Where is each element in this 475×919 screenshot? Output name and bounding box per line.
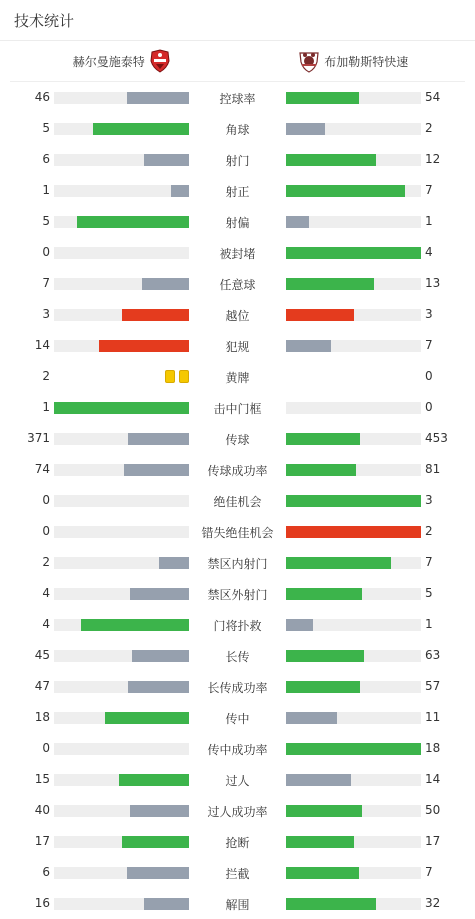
stat-label: 越位 <box>225 309 250 323</box>
home-bar-track <box>54 402 189 414</box>
stat-row <box>0 392 475 423</box>
away-value: 5 <box>425 586 433 600</box>
stat-row <box>0 702 475 733</box>
away-value: 4 <box>425 245 433 259</box>
stat-row <box>0 454 475 485</box>
home-value: 0 <box>42 741 50 755</box>
stat-row <box>0 857 475 888</box>
stat-label: 射正 <box>225 185 250 199</box>
away-bar-track <box>286 526 421 538</box>
away-bar-track <box>286 340 421 352</box>
home-value: 16 <box>34 896 50 910</box>
away-bar-track <box>286 650 421 662</box>
away-bar-track <box>286 867 421 879</box>
stat-label: 门将扑救 <box>213 619 262 633</box>
home-value: 46 <box>34 90 50 104</box>
away-bar-track <box>286 247 421 259</box>
home-bar-track <box>54 898 189 910</box>
home-bar <box>142 278 189 290</box>
home-value: 1 <box>42 400 50 414</box>
team-header-row <box>10 41 465 82</box>
away-value: 14 <box>425 772 441 786</box>
home-bar-track <box>54 836 189 848</box>
home-bar-track <box>54 588 189 600</box>
home-bar <box>130 588 189 600</box>
home-bar <box>171 185 189 197</box>
home-value: 74 <box>34 462 50 476</box>
home-bar <box>144 898 189 910</box>
away-bar-track <box>286 464 421 476</box>
away-value: 57 <box>425 679 441 693</box>
away-bar-track <box>286 154 421 166</box>
away-bar-track <box>286 92 421 104</box>
away-value: 453 <box>425 431 448 445</box>
away-bar <box>286 185 405 197</box>
stat-row <box>0 609 475 640</box>
home-value: 1 <box>42 183 50 197</box>
stat-row <box>0 795 475 826</box>
home-value: 5 <box>42 121 50 135</box>
home-bar <box>128 433 189 445</box>
away-bar-track <box>286 712 421 724</box>
home-bar <box>81 619 189 631</box>
home-bar-track <box>54 247 189 259</box>
away-bar-track <box>286 898 421 910</box>
home-value: 0 <box>42 245 50 259</box>
away-team-name: 布加勒斯特快速 <box>324 54 409 69</box>
stat-label: 犯规 <box>225 340 250 354</box>
home-bar <box>93 123 189 135</box>
away-team[interactable] <box>238 49 466 73</box>
away-bar <box>286 588 362 600</box>
home-bar <box>159 557 189 569</box>
away-value: 7 <box>425 338 433 352</box>
stat-label: 长传成功率 <box>207 681 268 695</box>
stat-label: 黄牌 <box>225 371 250 385</box>
home-bar <box>122 309 190 321</box>
away-bar <box>286 898 376 910</box>
away-bar <box>286 216 309 228</box>
home-bar-track <box>54 526 189 538</box>
home-value: 2 <box>42 555 50 569</box>
away-value: 3 <box>425 307 433 321</box>
stat-row <box>0 640 475 671</box>
away-bar <box>286 619 313 631</box>
stat-label: 击中门框 <box>213 402 262 416</box>
stat-label: 长传 <box>225 650 250 664</box>
away-bar-track <box>286 278 421 290</box>
home-value: 45 <box>34 648 50 662</box>
home-bar <box>124 464 189 476</box>
away-bar-track <box>286 681 421 693</box>
home-value: 6 <box>42 152 50 166</box>
stat-row <box>0 113 475 144</box>
stat-row <box>0 826 475 857</box>
away-bar <box>286 247 421 259</box>
away-bar-track <box>286 216 421 228</box>
stat-label: 角球 <box>225 123 250 137</box>
away-bar <box>286 867 359 879</box>
stat-label: 过人成功率 <box>207 805 268 819</box>
home-bar-track <box>54 216 189 228</box>
stat-label: 被封堵 <box>219 247 256 261</box>
home-bar <box>105 712 189 724</box>
away-value: 11 <box>425 710 441 724</box>
home-bar-track <box>54 92 189 104</box>
away-bar <box>286 92 359 104</box>
home-bar-track <box>54 495 189 507</box>
away-bar <box>286 278 374 290</box>
stats-list <box>0 82 475 919</box>
home-bar-track <box>54 867 189 879</box>
home-team-name: 赫尔曼施泰特 <box>72 54 145 69</box>
away-value: 54 <box>425 90 441 104</box>
yellow-card-icon <box>165 370 175 383</box>
home-value: 15 <box>34 772 50 786</box>
stat-label: 错失绝佳机会 <box>201 526 274 540</box>
away-value: 2 <box>425 524 433 538</box>
away-value: 1 <box>425 214 433 228</box>
away-bar-track <box>286 557 421 569</box>
yellow-card-icon <box>179 370 189 383</box>
away-bar-track <box>286 433 421 445</box>
away-bar <box>286 309 354 321</box>
away-bar-track <box>286 309 421 321</box>
away-value: 32 <box>425 896 441 910</box>
away-value: 50 <box>425 803 441 817</box>
away-value: 0 <box>425 400 433 414</box>
home-bar-track <box>54 774 189 786</box>
home-value: 4 <box>42 617 50 631</box>
stat-label: 抢断 <box>225 836 250 850</box>
away-bar-track <box>286 774 421 786</box>
away-value: 13 <box>425 276 441 290</box>
away-value: 81 <box>425 462 441 476</box>
home-value: 4 <box>42 586 50 600</box>
stat-label: 禁区外射门 <box>207 588 268 602</box>
away-bar <box>286 805 362 817</box>
stat-row <box>0 578 475 609</box>
home-bar <box>130 805 189 817</box>
stat-label: 拦截 <box>225 867 250 881</box>
away-value: 2 <box>425 121 433 135</box>
home-bar <box>127 867 189 879</box>
home-bar <box>122 836 190 848</box>
away-bar <box>286 774 351 786</box>
away-value: 63 <box>425 648 441 662</box>
stat-row <box>0 423 475 454</box>
home-bar-track <box>54 743 189 755</box>
home-bar-track <box>54 805 189 817</box>
home-bar-track <box>54 650 189 662</box>
away-value: 7 <box>425 183 433 197</box>
home-value: 6 <box>42 865 50 879</box>
stat-row <box>0 175 475 206</box>
away-bar <box>286 123 325 135</box>
maroon-bear-crest-icon <box>297 49 321 73</box>
stat-row <box>0 206 475 237</box>
stat-row <box>0 516 475 547</box>
away-value: 0 <box>425 369 433 383</box>
home-bar-track <box>54 340 189 352</box>
away-bar-track <box>286 743 421 755</box>
home-value: 14 <box>34 338 50 352</box>
away-bar-track <box>286 185 421 197</box>
home-bar <box>132 650 189 662</box>
home-yellow-cards <box>54 370 189 384</box>
home-bar-track <box>54 681 189 693</box>
away-bar-track <box>286 836 421 848</box>
away-bar <box>286 650 364 662</box>
away-value: 3 <box>425 493 433 507</box>
stat-row <box>0 361 475 392</box>
home-bar <box>77 216 189 228</box>
home-bar-track <box>54 557 189 569</box>
stat-label: 绝佳机会 <box>213 495 262 509</box>
away-bar <box>286 743 421 755</box>
stat-label: 任意球 <box>219 278 256 292</box>
away-bar-track <box>286 619 421 631</box>
home-bar-track <box>54 185 189 197</box>
home-bar <box>144 154 189 166</box>
away-bar <box>286 464 356 476</box>
stat-row <box>0 237 475 268</box>
away-value: 18 <box>425 741 441 755</box>
away-bar <box>286 681 360 693</box>
away-value: 12 <box>425 152 441 166</box>
home-bar-track <box>54 712 189 724</box>
stat-row <box>0 485 475 516</box>
stat-row <box>0 268 475 299</box>
home-bar <box>119 774 189 786</box>
away-bar <box>286 557 391 569</box>
home-value: 5 <box>42 214 50 228</box>
stat-row <box>0 764 475 795</box>
home-value: 3 <box>42 307 50 321</box>
stat-row <box>0 671 475 702</box>
stat-label: 控球率 <box>219 92 256 106</box>
home-value: 17 <box>34 834 50 848</box>
red-shield-crest-icon <box>148 49 172 73</box>
away-value: 7 <box>425 555 433 569</box>
away-bar-track <box>286 495 421 507</box>
home-value: 18 <box>34 710 50 724</box>
stat-label: 射偏 <box>225 216 250 230</box>
home-bar <box>127 92 189 104</box>
stat-label: 解围 <box>225 898 250 912</box>
stat-row <box>0 733 475 764</box>
away-value: 17 <box>425 834 441 848</box>
stat-label: 过人 <box>225 774 250 788</box>
home-bar <box>54 402 189 414</box>
home-value: 371 <box>27 431 50 445</box>
home-value: 2 <box>42 369 50 383</box>
home-bar <box>128 681 189 693</box>
home-team[interactable] <box>10 49 238 73</box>
stat-label: 射门 <box>225 154 250 168</box>
home-bar-track <box>54 123 189 135</box>
home-bar-track <box>54 619 189 631</box>
stat-row <box>0 888 475 919</box>
stats-header <box>0 0 475 41</box>
home-value: 0 <box>42 493 50 507</box>
home-value: 47 <box>34 679 50 693</box>
away-bar-track <box>286 402 421 414</box>
stat-label: 传球 <box>225 433 250 447</box>
stat-row <box>0 299 475 330</box>
home-bar-track <box>54 464 189 476</box>
away-bar <box>286 836 354 848</box>
stat-row <box>0 82 475 113</box>
home-value: 40 <box>34 803 50 817</box>
stat-label: 传球成功率 <box>207 464 268 478</box>
home-value: 7 <box>42 276 50 290</box>
stat-label: 传中成功率 <box>207 743 268 757</box>
home-bar-track <box>54 278 189 290</box>
stat-row <box>0 547 475 578</box>
stat-label: 传中 <box>225 712 250 726</box>
home-bar-track <box>54 433 189 445</box>
home-bar-track <box>54 154 189 166</box>
away-bar <box>286 495 421 507</box>
away-bar-track <box>286 588 421 600</box>
away-bar <box>286 340 331 352</box>
away-bar-track <box>286 123 421 135</box>
away-bar <box>286 712 337 724</box>
home-bar-track <box>54 309 189 321</box>
home-bar <box>99 340 189 352</box>
stat-row <box>0 144 475 175</box>
page-title: 技术统计 <box>14 11 75 30</box>
away-bar <box>286 526 421 538</box>
away-bar-track <box>286 805 421 817</box>
away-value: 1 <box>425 617 433 631</box>
away-bar <box>286 433 360 445</box>
home-value: 0 <box>42 524 50 538</box>
stat-label: 禁区内射门 <box>207 557 268 571</box>
away-value: 7 <box>425 865 433 879</box>
stat-row <box>0 330 475 361</box>
away-bar <box>286 154 376 166</box>
